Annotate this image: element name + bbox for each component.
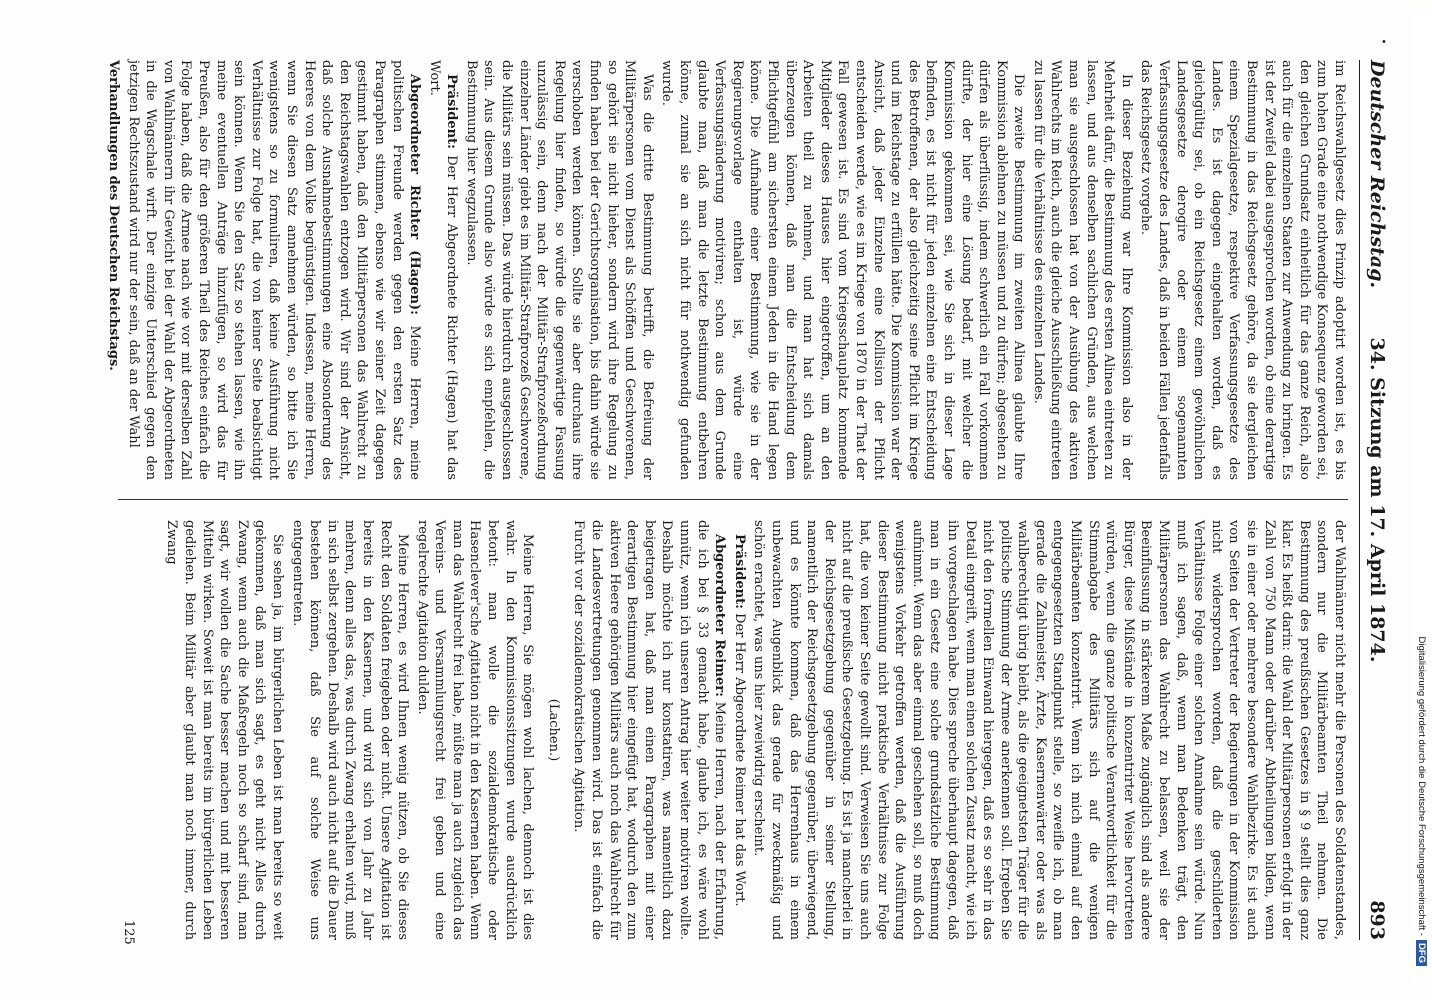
right-column [118, 520, 1348, 940]
page-footer: Verhandlungen des Deutschen Reichstags. [106, 60, 122, 371]
speaker-paragraph [730, 520, 748, 940]
speech-text: Meine Herren, nach der Erfahrung, die ich bei § 33 gemacht habe, glaube ich, es wäre wohl unnütz, wenn ich unseren Antrag hier weiter motiviren wollte. Deshalb möchte ich nur konstatiren, was namentlich dazu beigetragen hat, daß man einen Paragraphen mit einer derartigen Bestimmung hier eingefügt hat, wodurch den zum aktiven Heere gehörigen Militärs auch noch das Wahlrecht für die Landesvertretungen genommen wird. Das ist einfach die Furcht vor der sozialdemokratischen Agitation. [571, 520, 728, 940]
speaker-paragraph [570, 520, 728, 940]
signature-number: 125 [121, 920, 136, 945]
speech-text: Der Herr Abgeordnete Reimer hat das Wort. [731, 613, 747, 907]
speaker-label: Präsident: [731, 534, 747, 609]
column-divider [118, 499, 1348, 500]
paragraph: Meine Herren, es wird Ihnen wenig nützen, ob Sie dieses Recht den Soldaten freigeben oder nicht. Unsere Agitation ist bereits in den Kasernen, und wird sich von Jahr zu Jahr mehren, denn alles das, was durch Zwang erhalten wird, muß in sich selbst zergehen. Deshalb wird auch nicht auf die Dauer bestehen können, daß Sie auf solche Weise uns entgegentreten. [289, 520, 411, 940]
header-page-number: 893 [1366, 900, 1388, 940]
margin-dot: · [1370, 38, 1395, 45]
interjection: (Lachen.) [545, 698, 561, 762]
speaker-paragraph [425, 60, 460, 480]
paragraph: In dieser Beziehung war Ihre Kommission also in der Mehrheit dafür, die Bestimmung des ersten Alinea eintreten zu lassen, und aus denselben sachlichen Gründen, aus welchen man sie ausgeschlossen hat von der Ausübung des aktiven Wahlrechts im Reich, auch die gleiche Ausschließung eintreten zu lassen für die Verhältnisse des einzelnen Landes. [1030, 60, 1134, 480]
credit-text: Digitalisierung gefördert durch die Deutsche Forschungsgemeinschaft - [1416, 636, 1427, 936]
page-header [1359, 38, 1404, 940]
speaker-label: Abgeordneter Richter (Hagen): [407, 74, 423, 315]
page-content [0, 38, 1432, 945]
speaker-paragraph [124, 60, 423, 480]
speaker-label: Präsident: [444, 74, 460, 149]
left-column [106, 60, 1348, 480]
digitization-credit [1410, 0, 1432, 980]
header-publication: Deutscher Reichstag. [1366, 60, 1388, 289]
speaker-label: Abgeordneter Reimer: [712, 534, 728, 697]
dfg-logo: DFG [1416, 940, 1427, 966]
header-session: 34. Sitzung am 17. April 1874. [1366, 337, 1388, 663]
paragraph: Was die dritte Bestimmung betrifft, die Befreiung der Militärpersonen vom Dienst als Schöffen und Geschworenen, so gehört sie nicht hieher, sondern wird ihre Regelung zu finden haben bei der Gerichtsorganisation, bis dahin würde sie verschoben werden können. Sollte sie aber durchaus ihre Regelung hier finden, so würde die gegenwärtige Fassung unzulässig sein, denn nach der Militär-Strafprozeßordnung einzelner Länder giebt es im Militär-Strafprozeß Geschworene, die Militärs sein müssen. Das würde hierdurch ausgeschlossen sein. Aus diesem Grunde also würde es sich empfehlen, die Bestimmung hier wegzulassen. [463, 60, 655, 480]
speech-text: Der Herr Abgeordnete Richter (Hagen) hat das Wort. [426, 60, 460, 480]
paragraph: Meine Herren, Sie mögen wohl lachen, dennoch ist dies wahr. In den Kommissionssitzungen wurde ausdrücklich betont: man wolle die sozialdemokratische oder Hasenclever'sche Agitation nicht in den Kasernen haben. Wenn man das Wahlrecht frei habe, müßte man ja auch zugleich das Vereins- und Versammlungsrecht frei geben und eine regelrechte Agitation dulden. [414, 520, 536, 940]
paragraph: im Reichswahlgesetz dies Prinzip adoptirt worden ist, es bis zum hohen Grade eine nothwendige Konsequenz geworden sei, den gleichen Grundsatz einheitlich für das ganze Reich, also auch für die einzelnen Staaten zur Anwendung zu bringen. Es ist der Zweifel dabei ausgesprochen worden, ob eine derartige Bestimmung in das Reichsgesetz gehöre, da sie dergleichen einem Spezialgesetze, respektive Verfassungsgesetze des Landes. Es ist dagegen eingehalten worden, daß es gleichgültig sei, ob ein Reichsgesetz einem gewöhnlichen Landesgesetze derogire oder einem sogenannten Verfassungsgesetze des Landes, daß in beiden Fällen jedenfalls das Reichsgesetz vorgehe. [1138, 60, 1347, 480]
speech-text: Meine Herren, meine politischen Freunde werden gegen den ersten Satz des Paragraphen stimmen, ebenso wie wir seiner Zeit dagegen gestimmt haben, daß den Militärpersonen das Wahlrecht zu den Reichstagswahlen entzogen wird. Wir sind der Ansicht, daß solche Ausnahmebestimmungen eine Absonderung des Heeres von dem Volke begünstigen. Indessen, meine Herren, wenn Sie diesen Satz annehmen würden, so bitte ich Sie wenigstens so zu formuliren, daß keine Ausführung nicht Verhältnisse zur Folge hat, die von keiner Seite beabsichtigt sein können. Wenn Sie den Satz so stehen lassen, wie ihn meine eventuellen Anträge hinzufügen, so wird das für Preußen, also für den größeren Theil des Reiches einfach die Folge haben, daß die Armee nach wie vor mit derselben Zahl von Wahlmännern ihr Gewicht bei der Wahl der Abgeordneten in die Wagschale wirft. Der einzige Unterschied gegen den jetzigen Rechtszustand wird nur der sein, daß an der Wahl [125, 60, 423, 480]
paragraph: Sie sehen ja, im bürgerlichen Leben ist man bereits so weit gekommen, daß man sich sagt, es geht nicht Alles durch Zwang, wenn auch die Maßregeln noch so scharf sind, man sagt, wir wollen die Sache besser machen und mit besseren Mitteln wirken. Soweit ist man bereits im bürgerlichen Leben gediehen. Beim Militär aber glaubt man noch immer, durch Zwang [164, 520, 285, 940]
paragraph: der Wahlmänner nicht mehr die Personen des Soldatenstandes, sondern nur die Militärbeamten Theil nehmen. Die Bestimmung des preußischen Gesetzes in § 9 stellt dies ganz klar. Es heißt darin: die Wahl der Militärpersonen erfolgt in der Zahl von 750 Mann oder darüber Abtheilungen bilden, wenn sie in einer oder mehrere besondere Wahlbezirke. Es ist auch von Seiten der Vertreter der Regierungen in der Kommission nicht widersprochen worden, daß die geschilderten Verhältnisse Folge einer solchen Annahme sein würde. Nun muß ich sagen, daß, wenn man Bedenken trägt, den Militärpersonen das Wahlrecht zu belassen, weil sie der Beeinflussung in stärkerem Maße zugänglich sind als andere Bürger, diese Mißstände in konzentrirter Weise hervortreten würden, wenn die ganze politische Verantwortlichkeit für die Stimmabgabe des Militärs sich auf die wenigen Militärbeamten konzentrirt. Wenn ich mich einmal auf den entgegengesetzten Standpunkt stelle, so zweifle ich, ob man gerade die Zahlmeister, Ärzte, Kasernenwärter oder was als wahlberechtigt übrig bleibt, als die geeignetsten Träger für die politische Stimmung der Armee anerkennen soll. Ergeben Sie nicht den formellen Einwand hiergegen, daß es so sehr in das Detail eingreift, wenn man einen solchen Zusatz macht, wie ich ihn vorgeschlagen habe. Dies spreche überhaupt dagegen, daß man in ein Gesetz eine solche grundsätzliche Bestimmung aufnimmt. Wenn das aber einmal geschehen soll, so muß doch wenigstens Vorkehr getroffen werden, daß die Ausführung dieser Bestimmung nicht praktische Verhältnisse zur Folge hat, die von keiner Seite gewollt sind. Verweisen Sie uns auch nicht auf die preußische Gesetzgebung. Es ist ja mancherlei in der Reichsgesetzgebung gegenüber in seiner Stellung, namentlich der Reichsgesetzgebung gegenüber, überwiegend, und es könnte kommen, daß das Herrenhaus in einem unbewachten Augenblick das gerade für zweckmäßig und schön erachtet, was uns hier zweiwidrig erscheint. [751, 520, 1347, 940]
paragraph: Die zweite Bestimmung im zweiten Alinea glaubte Ihre Kommission ablehnen zu müssen und zu dürfen; abgesehen zu dürfen als überflüssig, indem schwerlich ein Fall vorkommen dürfte, der hier eine Lösung bedarf, mit welcher die Kommission gekommen sei, wie Sie sich in dieser Lage befinden, es ist nicht für jeden einzelnen eine Entscheidung des Betroffenen, der also gleichzeitig seine Pflicht im Kriege und im Reichstage zu erfüllen hätte. Die Kommission war der Ansicht, daß jeder Einzelne eine Kollision der Pflicht entscheiden werde, wie es im Kriege von 1870 in der That der Fall gewesen ist. Es sind vom Kriegsschauplatz kommende Mitglieder dieses Hauses hier eingetroffen, um an den Arbeiten theil zu nehmen, und man hat sich damals überzeugen können, daß man die Entscheidung dem Pflichtgefühl am sichersten einem Jeden in die Hand legen könne. Die Aufnahme einer Bestimmung, wie sie in der Regierungsvorlage enthalten ist, würde eine Verfassungsänderung motiviren; schon aus dem Grunde glaubte man, daß man die letzte Bestimmung entbehren könne, zumal sie an sich nicht für nothwendig gefunden wurde. [659, 60, 1027, 480]
